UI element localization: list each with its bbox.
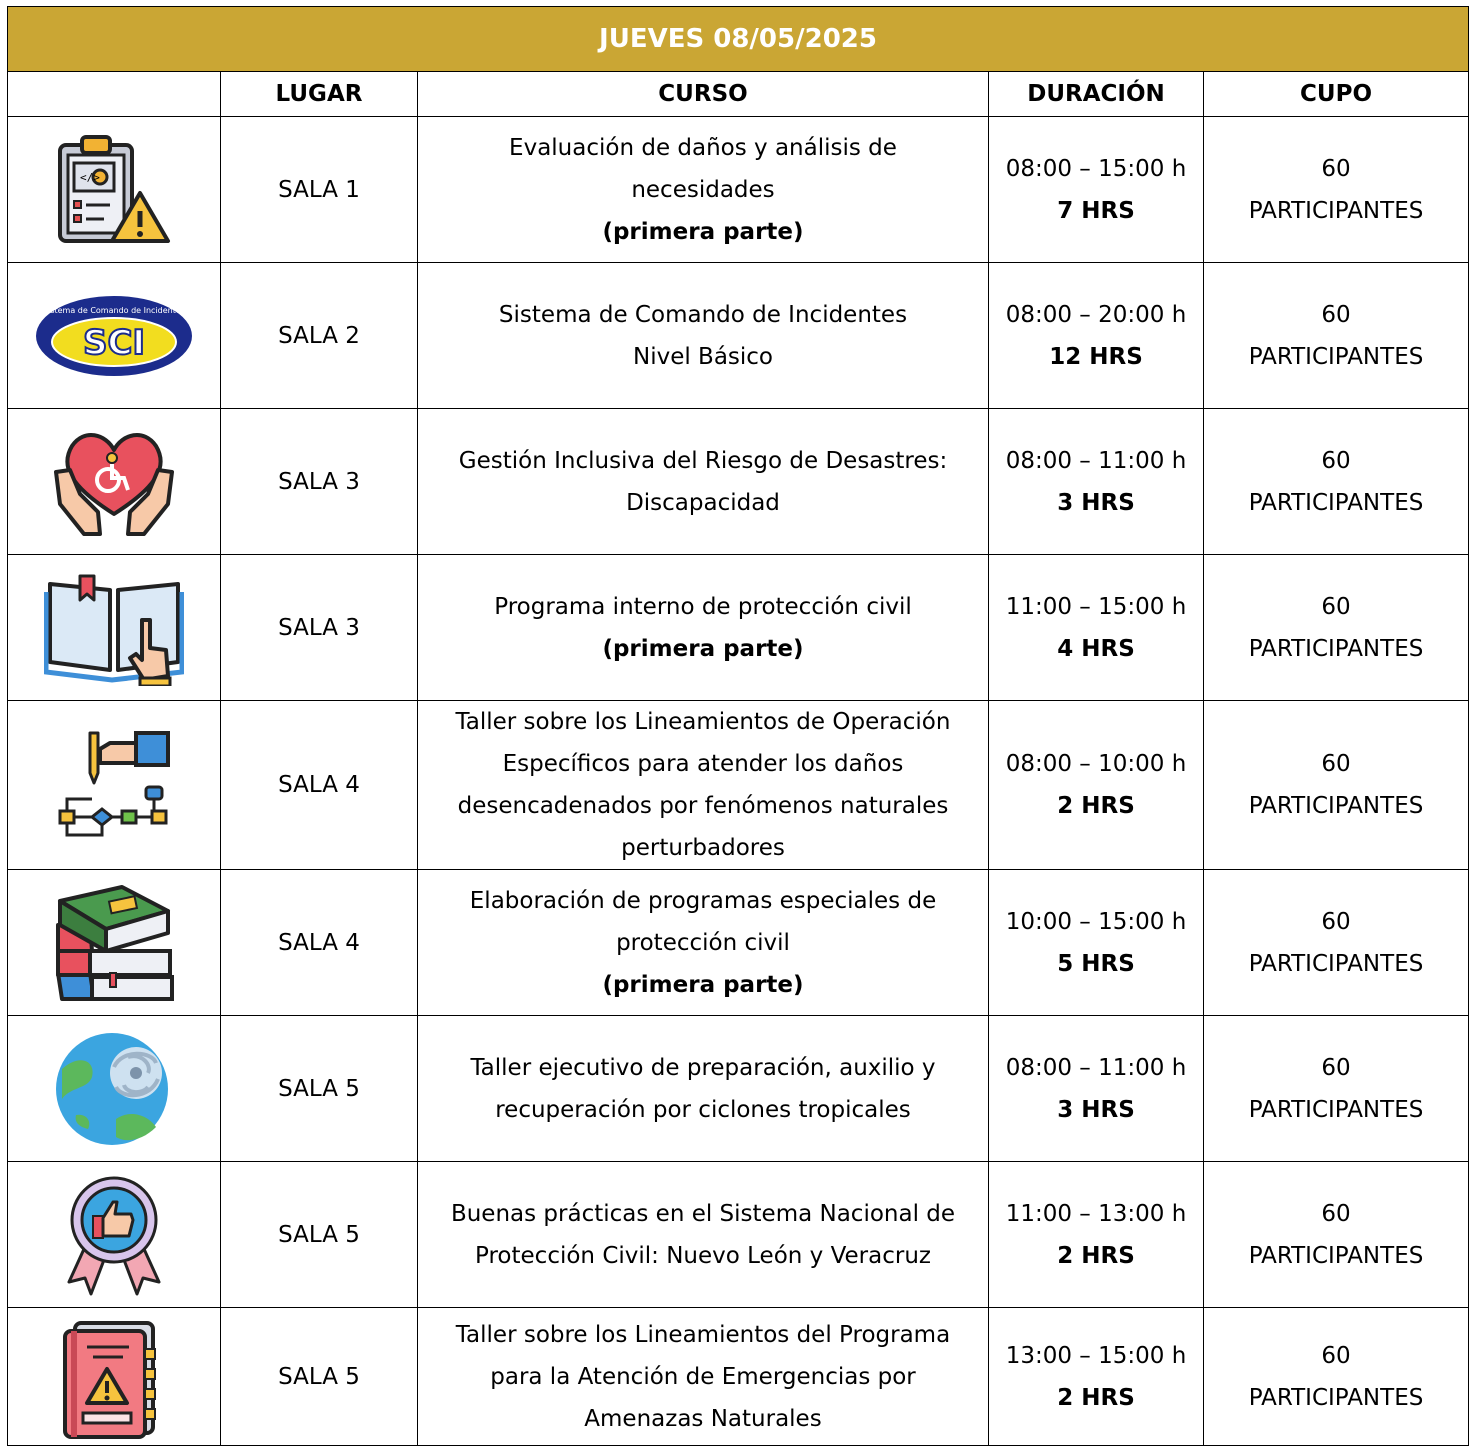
horario-text: 08:00 – 11:00 h [1005,1054,1187,1081]
curso-line: Protección Civil: Nuevo León y Veracruz [475,1242,931,1269]
curso-line: Taller ejecutivo de preparación, auxilio y [470,1054,936,1081]
cupo-number: 60 [1321,1054,1351,1081]
horario-text: 08:00 – 11:00 h [1005,447,1187,474]
cupo-number: 60 [1321,751,1351,777]
duracion-cell [989,701,1204,870]
curso-cell [418,701,989,870]
curso-line: Gestión Inclusiva del Riesgo de Desastres: [458,447,948,474]
curso-bold-line: (primera parte) [602,635,804,662]
lugar-cell: SALA 3 [221,409,418,555]
curso-line: Evaluación de daños y análisis de [509,134,897,161]
duracion-cell [989,1162,1204,1308]
books-stack-icon [52,881,176,1005]
horas-text: 2 HRS [1057,1384,1135,1411]
horas-text: 7 HRS [1057,197,1135,224]
horas-text: 2 HRS [1057,793,1135,819]
curso-cell [418,263,989,409]
curso-cell [418,870,989,1016]
thumbs-up-badge-icon [59,1174,169,1296]
curso-line: Específicos para atender los daños [502,751,904,777]
curso-cell [418,409,989,555]
cupo-number: 60 [1321,593,1351,620]
curso-bold-line: (primera parte) [602,971,804,998]
table-row [8,555,1469,701]
curso-line: recuperación por ciclones tropicales [495,1096,911,1123]
cupo-cell [1204,1162,1469,1308]
heart-hands-accessibility-icon [50,422,178,542]
duracion-cell [989,555,1204,701]
duracion-cell [989,870,1204,1016]
curso-cell [418,555,989,701]
cupo-cell [1204,409,1469,555]
curso-line: Discapacidad [626,489,780,516]
banner-row [8,7,1469,72]
cupo-cell [1204,1016,1469,1162]
curso-line: Sistema de Comando de Incidentes [498,301,908,328]
horario-text: 10:00 – 15:00 h [1005,908,1187,935]
sci-logo-arc-text: Sistema de Comando de Incidentes [43,305,185,315]
table-row [8,1016,1469,1162]
cupo-cell [1204,701,1469,870]
cupo-number: 60 [1321,155,1351,182]
row-icon-cell [8,701,221,870]
lugar-cell: SALA 4 [221,870,418,1016]
duracion-cell [989,1308,1204,1446]
cupo-number: 60 [1321,447,1351,474]
horas-text: 3 HRS [1057,489,1135,516]
sci-logo-text: SCI [82,322,146,363]
row-icon-cell [8,555,221,701]
curso-cell [418,1308,989,1446]
globe-hurricane-icon [52,1029,176,1149]
cupo-number: 60 [1321,1200,1351,1227]
table-row [8,117,1469,263]
table-row [8,409,1469,555]
col-icon-header [8,72,221,117]
lugar-cell: SALA 1 [221,117,418,263]
table-row [8,870,1469,1016]
cupo-cell [1204,263,1469,409]
curso-bold-line: (primera parte) [602,218,804,245]
date-banner: JUEVES 08/05/2025 [8,7,1469,72]
open-book-hand-icon [44,570,184,686]
cupo-label: PARTICIPANTES [1248,1242,1424,1269]
cupo-label: PARTICIPANTES [1248,635,1424,662]
col-cupo-header: CUPO [1204,72,1469,117]
lugar-cell: SALA 5 [221,1162,418,1308]
cupo-label: PARTICIPANTES [1248,1096,1424,1123]
curso-line: desencadenados por fenómenos naturales [457,793,949,819]
row-icon-cell [8,1308,221,1446]
row-icon-cell [8,1016,221,1162]
emergency-manual-icon [59,1315,169,1439]
duracion-cell [989,1016,1204,1162]
cupo-number: 60 [1321,301,1351,328]
cupo-label: PARTICIPANTES [1248,343,1424,370]
cupo-number: 60 [1321,908,1351,935]
horas-text: 5 HRS [1057,950,1135,977]
row-icon-cell [8,263,221,409]
horario-text: 13:00 – 15:00 h [1005,1342,1187,1369]
row-icon-cell [8,117,221,263]
column-header-row [8,72,1469,117]
curso-cell [418,1162,989,1308]
duracion-cell [989,409,1204,555]
curso-line: Nivel Básico [632,343,774,370]
lugar-cell: SALA 5 [221,1308,418,1446]
table-row [8,1162,1469,1308]
horas-text: 2 HRS [1057,1242,1135,1269]
table-row [8,263,1469,409]
horario-text: 11:00 – 13:00 h [1005,1200,1187,1227]
cupo-cell [1204,555,1469,701]
curso-line: protección civil [616,929,790,956]
cupo-cell [1204,117,1469,263]
sci-logo-icon [33,293,195,379]
horario-text: 08:00 – 15:00 h [1005,155,1187,182]
cupo-label: PARTICIPANTES [1248,793,1424,819]
curso-line: Programa interno de protección civil [494,593,912,620]
cupo-label: PARTICIPANTES [1248,489,1424,516]
lugar-cell: SALA 4 [221,701,418,870]
curso-line: perturbadores [621,835,785,861]
horario-text: 08:00 – 10:00 h [1005,751,1187,777]
horas-text: 12 HRS [1049,343,1143,370]
curso-line: Buenas prácticas en el Sistema Nacional de [450,1200,956,1227]
cupo-label: PARTICIPANTES [1248,197,1424,224]
cupo-cell [1204,870,1469,1016]
col-lugar-header: LUGAR [221,72,418,117]
row-icon-cell [8,409,221,555]
cupo-label: PARTICIPANTES [1248,950,1424,977]
table-row [8,1308,1469,1446]
curso-line: para la Atención de Emergencias por [490,1363,916,1390]
cupo-label: PARTICIPANTES [1248,1384,1424,1411]
curso-cell [418,117,989,263]
duracion-cell [989,263,1204,409]
clipboard-warning-icon [54,131,174,249]
horas-text: 4 HRS [1057,635,1135,662]
curso-line: Taller sobre los Lineamientos de Operación [455,709,951,735]
table-row [8,701,1469,870]
horario-text: 08:00 – 20:00 h [1005,301,1187,328]
lugar-cell: SALA 5 [221,1016,418,1162]
schedule-table [7,6,1469,1446]
row-icon-cell [8,1162,221,1308]
lugar-cell: SALA 3 [221,555,418,701]
flowchart-hand-icon [52,729,176,841]
duracion-cell [989,117,1204,263]
curso-cell [418,1016,989,1162]
horas-text: 3 HRS [1057,1096,1135,1123]
curso-line: necesidades [631,176,775,203]
curso-line: Amenazas Naturales [584,1405,822,1432]
horario-text: 11:00 – 15:00 h [1005,593,1187,620]
lugar-cell: SALA 2 [221,263,418,409]
col-duracion-header: DURACIÓN [989,72,1204,117]
row-icon-cell [8,870,221,1016]
svg-text:</>: </> [80,170,100,184]
col-curso-header: CURSO [418,72,989,117]
curso-line: Taller sobre los Lineamientos del Programa [455,1321,951,1348]
cupo-cell [1204,1308,1469,1446]
cupo-number: 60 [1321,1342,1351,1369]
curso-line: Elaboración de programas especiales de [469,887,937,914]
